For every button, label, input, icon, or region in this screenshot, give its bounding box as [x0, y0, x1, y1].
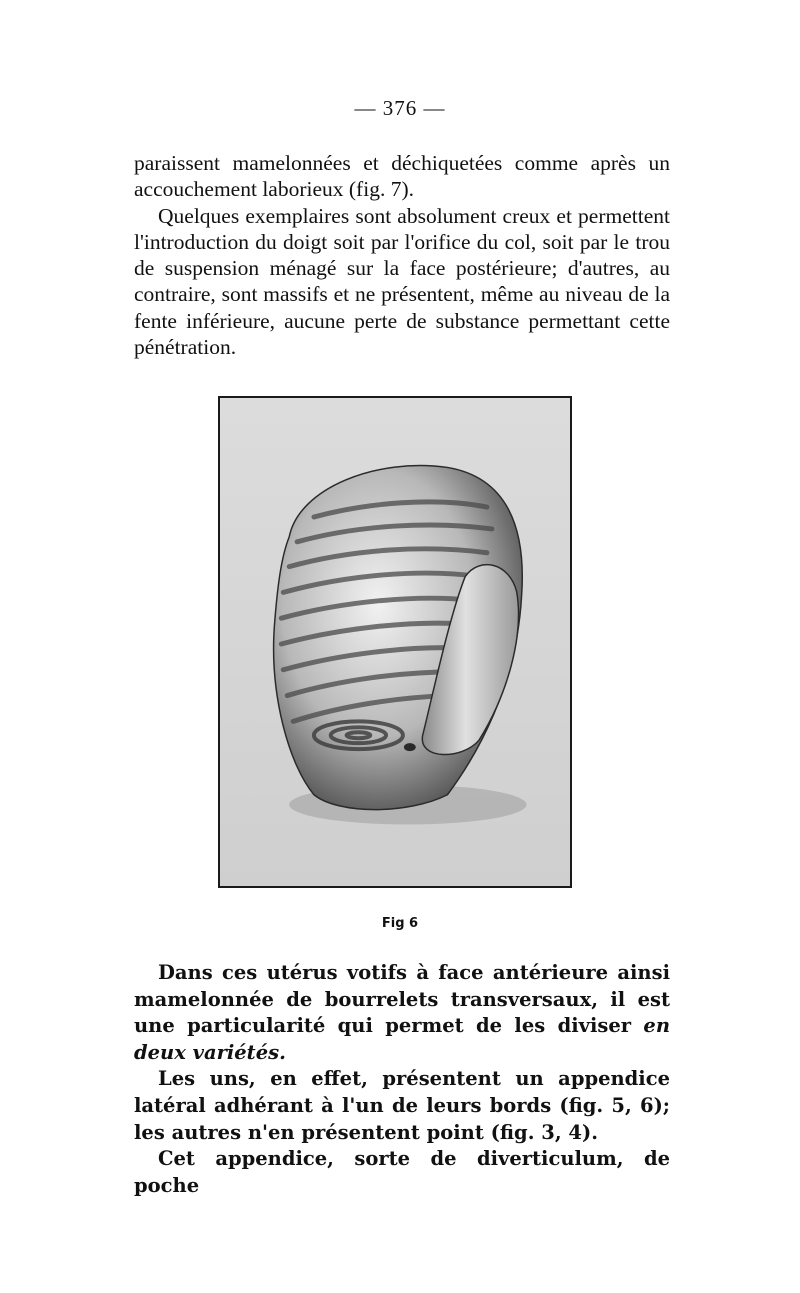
figure-photo [220, 398, 570, 886]
paragraph [134, 960, 670, 1066]
top-text-block [134, 150, 670, 360]
paragraph: Les uns, en effet, présentent un appendice latéral adhérant à l'un de leurs bords (fig. 5, 6); les autres n'en présentent point (fig. 3, 4). [134, 1067, 670, 1144]
figure-caption: Fig 6 [381, 916, 419, 931]
paragraph-text: Dans ces utérus votifs à face antérieure ainsi mamelonnée de bourrelets transversaux, il est une particularité qui permet de les diviser [134, 961, 670, 1038]
paragraph: Quelques exemplaires sont absolument creux et permettent l'introduction du doigt soit par l'orifice du col, soit par le trou de suspension ménagé sur la face postérieure; d'autres, au contraire, sont massifs et ne présentent, même au niveau de la fente inférieure, aucune perte de substance permettant cette pénétration. [134, 203, 670, 360]
bottom-text-block [134, 960, 670, 1199]
paragraph: paraissent mamelonnées et déchiquetées comme après un accouchement laborieux (fig. 7). [134, 151, 670, 202]
paragraph: Cet appendice, sorte de diverticulum, de poche [134, 1147, 670, 1197]
figure-photo-frame [218, 396, 572, 888]
italic-phrase: en deux variétés. [134, 1014, 670, 1064]
page-number: — 376 — [354, 96, 446, 120]
